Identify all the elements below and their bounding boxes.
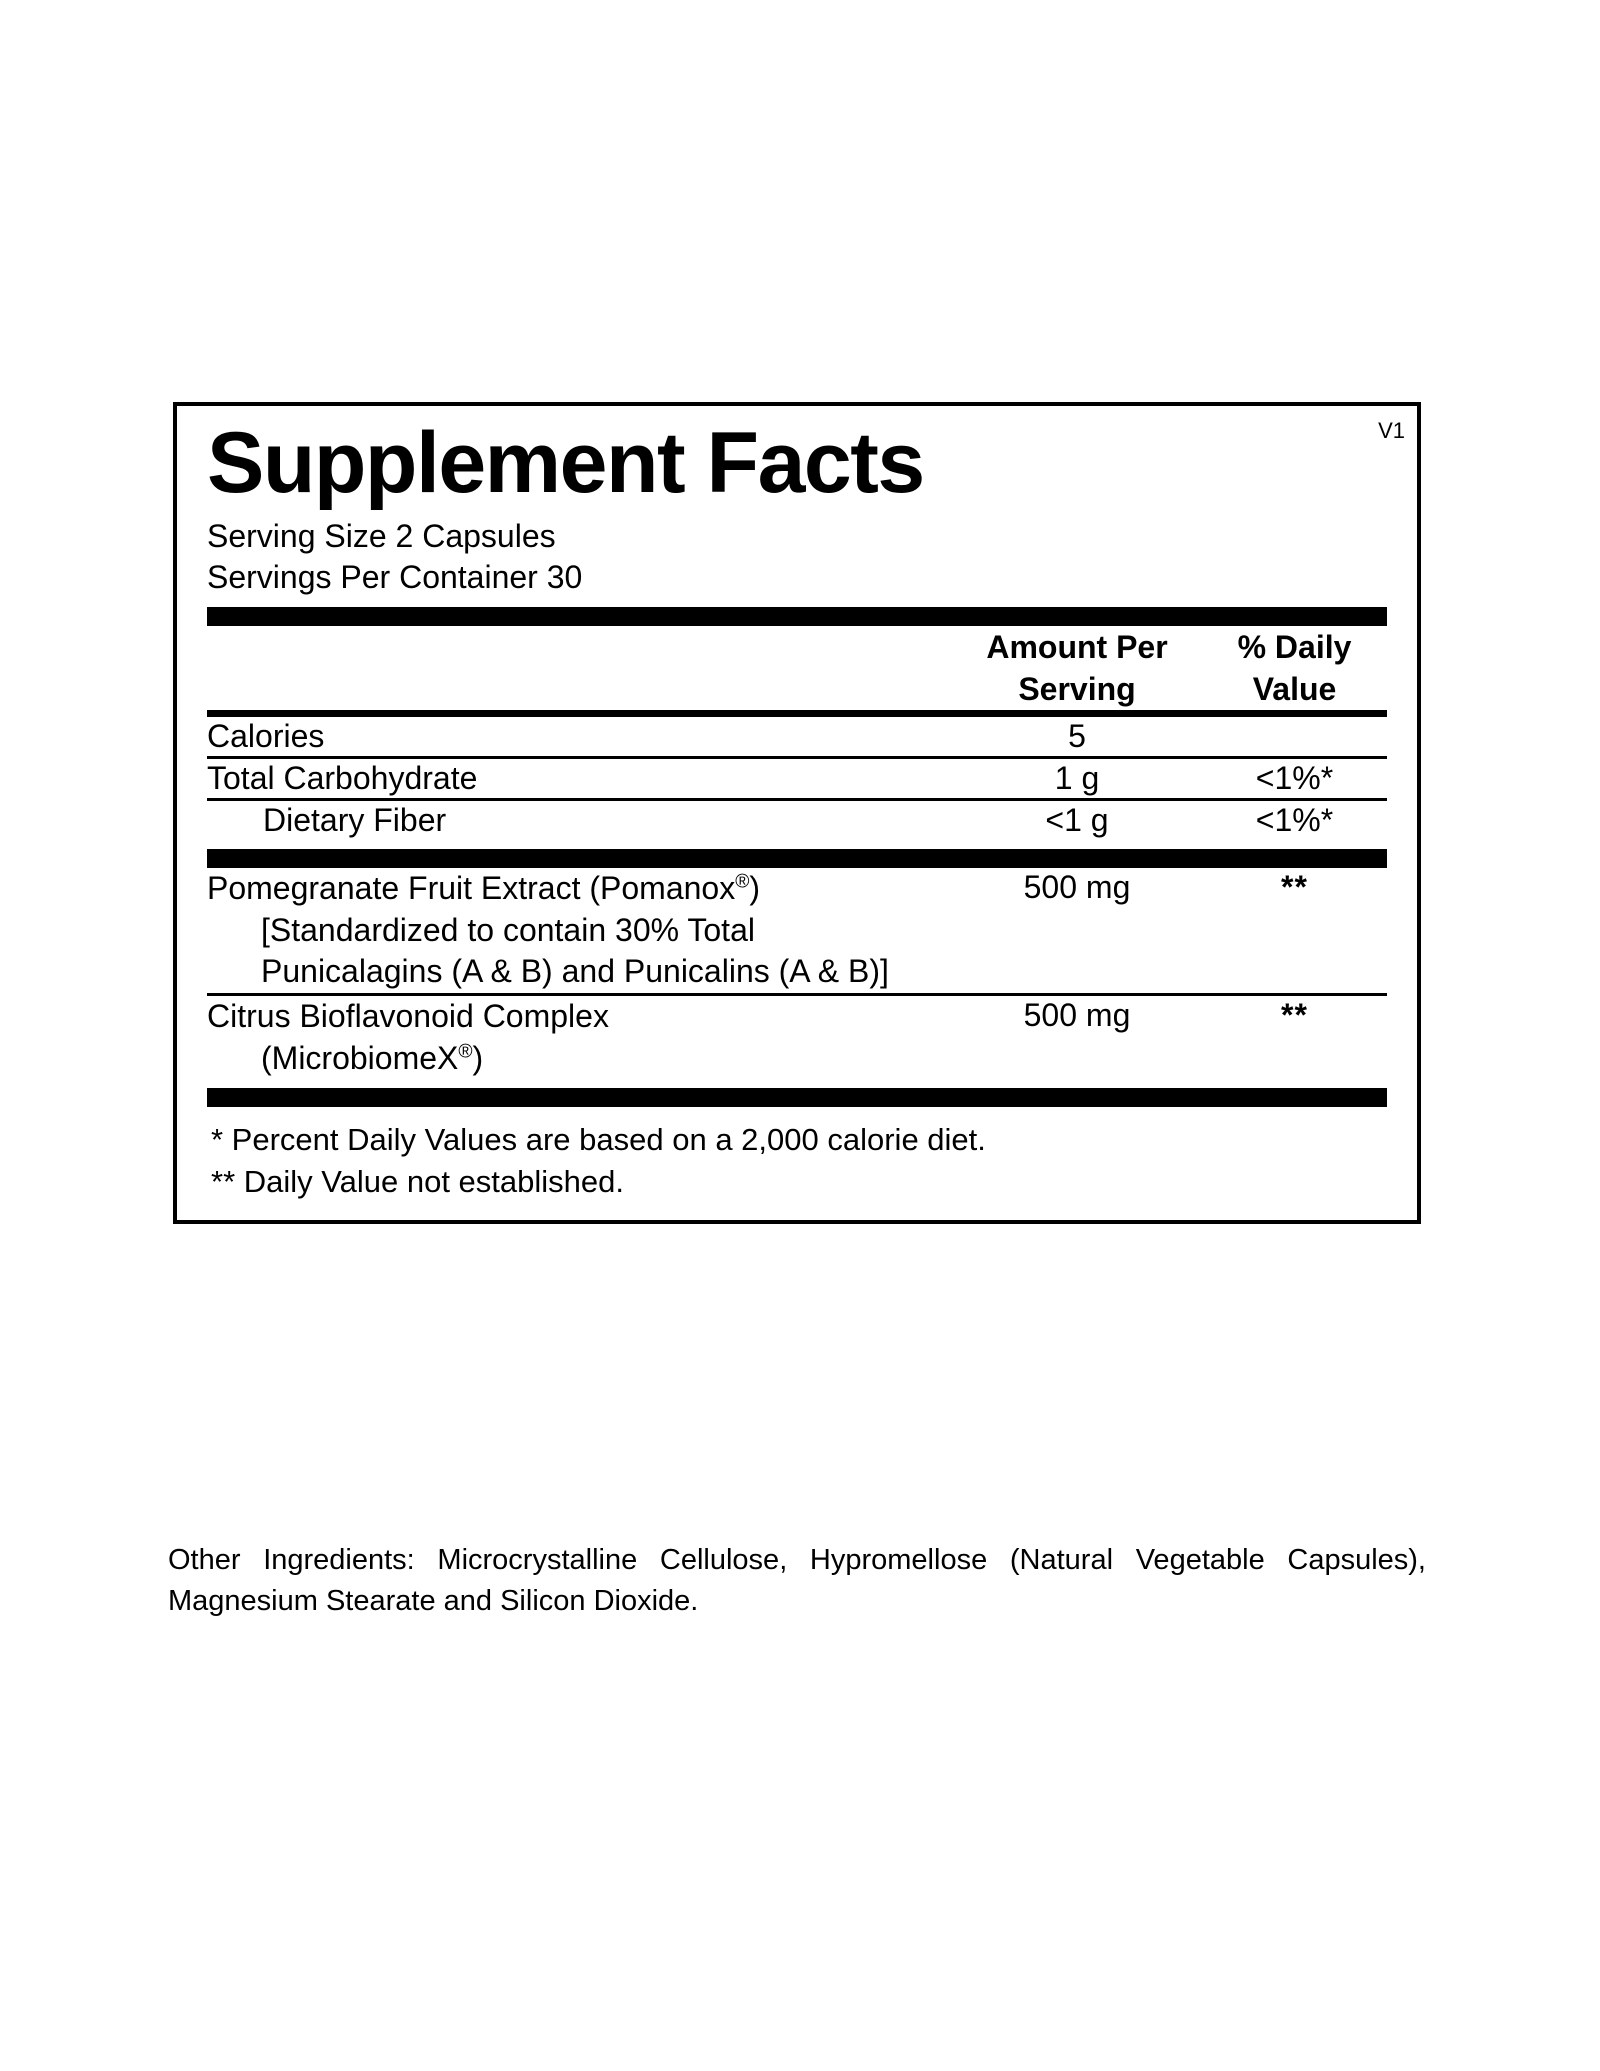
table-row — [207, 759, 1387, 798]
divider-thick-top — [207, 607, 1387, 626]
footnotes — [207, 1107, 1387, 1202]
footnote-daily-value: * Percent Daily Values are based on a 2,000 calorie diet. — [211, 1122, 986, 1158]
ingredient-name — [207, 868, 952, 993]
table-row — [207, 996, 1387, 1079]
header-daily-value — [1202, 626, 1387, 710]
divider-medium-header — [207, 710, 1387, 717]
ingredient-name-close: ) — [472, 1039, 484, 1076]
header-dv-line2: Value — [1252, 670, 1337, 707]
serving-size: Serving Size 2 Capsules — [207, 517, 556, 554]
ingredient-rows — [207, 868, 1387, 1079]
nutrient-amount: <1 g — [1045, 802, 1109, 839]
version-label: V1 — [1378, 418, 1405, 443]
table-header-row — [207, 626, 1387, 710]
ingredient-name-close: ) — [749, 870, 761, 907]
ingredient-name — [207, 996, 952, 1079]
supplement-facts-panel — [173, 402, 1421, 1224]
ingredient-name-text: Pomegranate Fruit Extract (Pomanox — [207, 870, 736, 907]
header-blank — [207, 626, 952, 710]
ingredient-amount: 500 mg — [1023, 869, 1131, 906]
nutrient-name: Calories — [207, 718, 325, 755]
nutrient-rows — [207, 717, 1387, 840]
servings-per-container: Servings Per Container 30 — [207, 558, 583, 595]
nutrient-dv: <1%* — [1255, 802, 1334, 839]
nutrient-name: Dietary Fiber — [263, 802, 447, 839]
nutrition-table — [207, 626, 1387, 710]
divider-thick-bottom — [207, 1088, 1387, 1107]
header-amount-line1: Amount Per — [986, 628, 1168, 665]
registered-trademark-icon: ® — [458, 1040, 473, 1062]
ingredient-name-line3: Punicalagins (A & B) and Punicalins (A & B)] — [261, 953, 889, 990]
nutrient-dv: <1%* — [1255, 760, 1334, 797]
ingredient-name-line1: Citrus Bioflavonoid Complex — [207, 997, 609, 1034]
ingredient-name-text: (MicrobiomeX — [261, 1039, 459, 1076]
ingredient-dv: ** — [1281, 869, 1308, 906]
table-row — [207, 801, 1387, 840]
registered-trademark-icon: ® — [735, 871, 750, 893]
nutrient-name: Total Carbohydrate — [207, 760, 478, 797]
header-dv-line1: % Daily — [1237, 628, 1352, 665]
header-amount-per-serving — [952, 626, 1202, 710]
footnote-not-established: ** Daily Value not established. — [211, 1163, 625, 1199]
nutrient-dv — [1202, 717, 1387, 756]
divider-thick-middle — [207, 849, 1387, 868]
nutrient-amount: 1 g — [1054, 760, 1100, 797]
ingredient-name-line1 — [207, 868, 952, 910]
header-amount-line2: Serving — [1018, 670, 1136, 707]
nutrient-amount: 5 — [1068, 718, 1086, 755]
table-row — [207, 717, 1387, 756]
ingredient-name-line2 — [207, 1038, 952, 1080]
ingredient-amount: 500 mg — [1023, 996, 1131, 1033]
other-ingredients: Other Ingredients: Microcrystalline Cellulose, Hypromellose (Natural Vegetable Capsules), Magnesium Stearate and Silicon Dioxide. — [168, 1544, 1426, 1618]
ingredient-name-line2: [Standardized to contain 30% Total — [261, 911, 755, 948]
page-title: Supplement Facts — [207, 415, 924, 511]
serving-info — [207, 516, 1387, 598]
table-row — [207, 868, 1387, 993]
ingredient-dv: ** — [1281, 996, 1308, 1033]
